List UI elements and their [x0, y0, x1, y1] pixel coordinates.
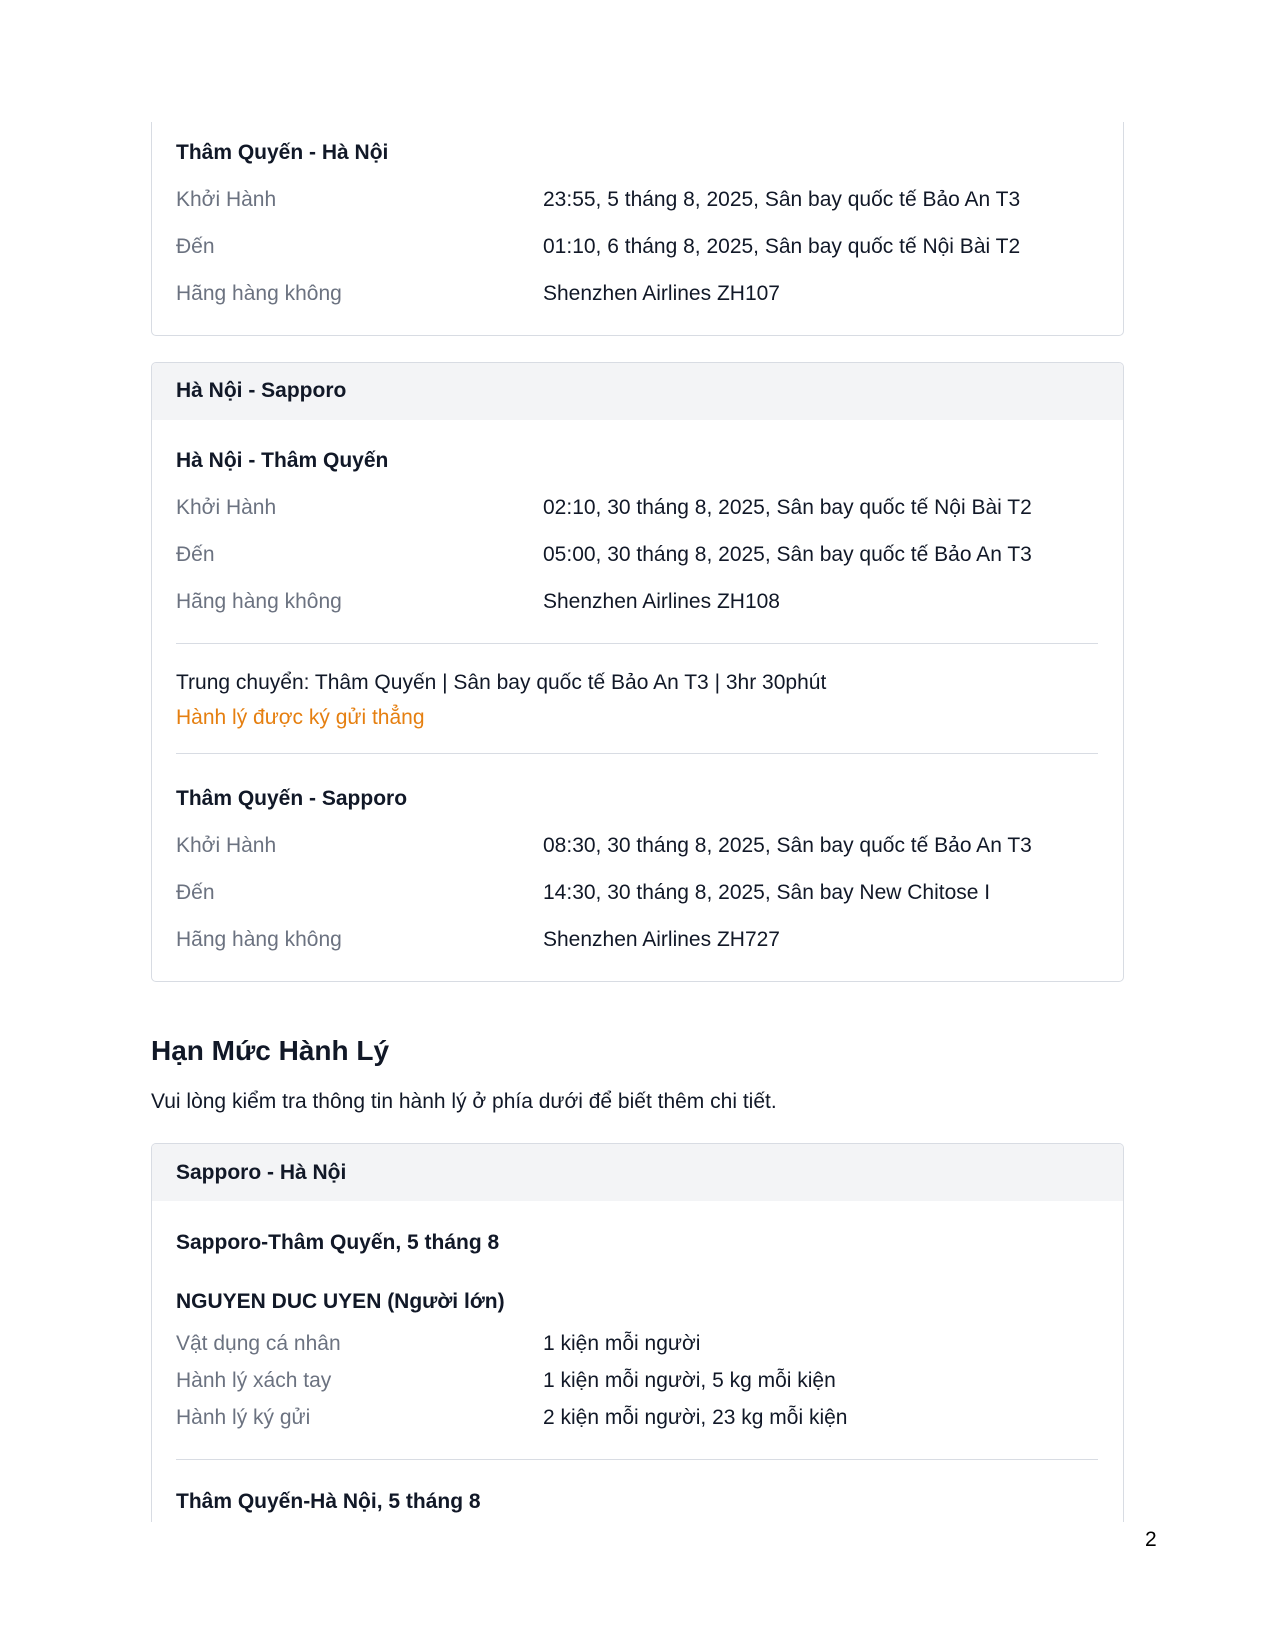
arrive-label: Đến	[176, 235, 215, 258]
page-number: 2	[1145, 1528, 1157, 1551]
airline-label: Hãng hàng không	[176, 590, 342, 613]
segment-route: Hà Nội - Thâm Quyến	[176, 449, 389, 472]
baggage-item-value: 1 kiện mỗi người	[543, 1332, 701, 1355]
baggage-item-value: 1 kiện mỗi người, 5 kg mỗi kiện	[543, 1369, 836, 1392]
section-intro: Vui lòng kiểm tra thông tin hành lý ở phía dưới để biết thêm chi tiết.	[151, 1090, 777, 1113]
baggage-leg-title: Thâm Quyến-Hà Nội, 5 tháng 8	[176, 1490, 481, 1513]
passenger-name: NGUYEN DUC UYEN (Người lớn)	[176, 1290, 505, 1313]
segment-route: Thâm Quyến - Sapporo	[176, 787, 408, 810]
depart-value: 02:10, 30 tháng 8, 2025, Sân bay quốc tế Nội Bài T2	[543, 496, 1032, 519]
depart-label: Khởi Hành	[176, 834, 277, 857]
depart-label: Khởi Hành	[176, 188, 277, 211]
airline-label: Hãng hàng không	[176, 928, 342, 951]
divider	[176, 753, 1098, 754]
depart-value: 23:55, 5 tháng 8, 2025, Sân bay quốc tế Bảo An T3	[543, 188, 1021, 211]
divider	[176, 643, 1098, 644]
arrive-value: 01:10, 6 tháng 8, 2025, Sân bay quốc tế Nội Bài T2	[543, 235, 1021, 258]
airline-label: Hãng hàng không	[176, 282, 342, 305]
depart-label: Khởi Hành	[176, 496, 277, 519]
baggage-through-note: Hành lý được ký gửi thẳng	[176, 706, 425, 729]
segment-route: Thâm Quyến - Hà Nội	[176, 141, 389, 164]
baggage-leg-title: Sapporo-Thâm Quyến, 5 tháng 8	[176, 1231, 500, 1254]
arrive-value: 14:30, 30 tháng 8, 2025, Sân bay New Chitose I	[543, 881, 991, 904]
baggage-item-value: 2 kiện mỗi người, 23 kg mỗi kiện	[543, 1406, 848, 1429]
section-heading: Hạn Mức Hành Lý	[151, 1035, 390, 1066]
baggage-journey-title: Sapporo - Hà Nội	[176, 1161, 347, 1184]
journey-title: Hà Nội - Sapporo	[176, 379, 347, 402]
arrive-label: Đến	[176, 543, 215, 566]
arrive-value: 05:00, 30 tháng 8, 2025, Sân bay quốc tế Bảo An T3	[543, 543, 1032, 566]
airline-value: Shenzhen Airlines ZH727	[543, 928, 780, 951]
depart-value: 08:30, 30 tháng 8, 2025, Sân bay quốc tế Bảo An T3	[543, 834, 1032, 857]
baggage-item-label: Hành lý xách tay	[176, 1369, 332, 1392]
divider	[176, 1459, 1098, 1460]
airline-value: Shenzhen Airlines ZH107	[543, 282, 780, 305]
baggage-item-label: Hành lý ký gửi	[176, 1406, 311, 1429]
arrive-label: Đến	[176, 881, 215, 904]
baggage-item-label: Vật dụng cá nhân	[176, 1332, 341, 1355]
airline-value: Shenzhen Airlines ZH108	[543, 590, 780, 613]
transfer-info: Trung chuyển: Thâm Quyến | Sân bay quốc tế Bảo An T3 | 3hr 30phút	[176, 671, 827, 694]
